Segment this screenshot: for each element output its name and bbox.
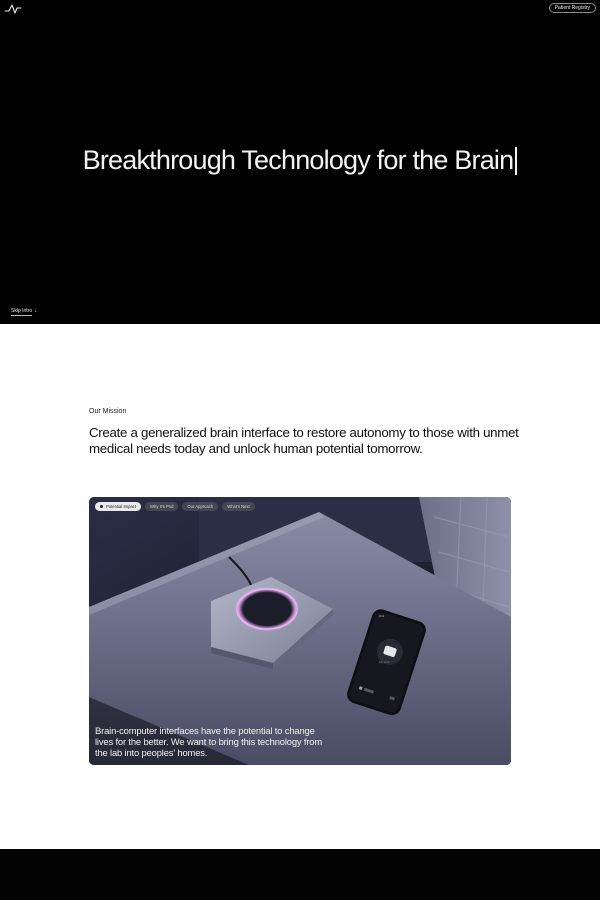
phone-time-readout: 9:41 (379, 615, 385, 618)
tab-whats-next[interactable]: What's Next (222, 502, 254, 511)
hero-title (0, 145, 600, 176)
media-tabs (95, 502, 255, 511)
tab-label: Potential Impact (106, 504, 137, 509)
footer-band (0, 849, 600, 900)
mission-label: Our Mission (89, 408, 127, 415)
mission-statement: Create a generalized brain interface to restore autonomy to those with unmet medical needs today and unlock human potential tomorrow. (89, 425, 519, 456)
active-dot-icon (100, 505, 103, 508)
tab-potential-impact[interactable] (95, 502, 141, 511)
arrow-down-icon: ↓ (34, 308, 38, 314)
tab-our-approach[interactable]: Our Approach (182, 502, 218, 511)
text-cursor-icon (515, 147, 517, 175)
hero-section (0, 0, 600, 324)
skip-intro-label: Skip Intro (11, 308, 33, 314)
hero-title-text: Breakthrough Technology for the Brain (82, 145, 514, 175)
tab-why-its-pod[interactable]: Why It's Pod (145, 502, 178, 511)
phone-app-label: My Link (379, 660, 390, 664)
media-card (89, 497, 511, 765)
waveform-logo-icon[interactable] (4, 3, 22, 15)
patient-registry-button[interactable]: Patient Registry (549, 3, 596, 13)
skip-intro-link[interactable] (11, 308, 37, 314)
media-caption: Brain-computer interfaces have the potential to change lives for the better. We want to bring this technology from the lab into peoples' homes. (95, 725, 323, 758)
